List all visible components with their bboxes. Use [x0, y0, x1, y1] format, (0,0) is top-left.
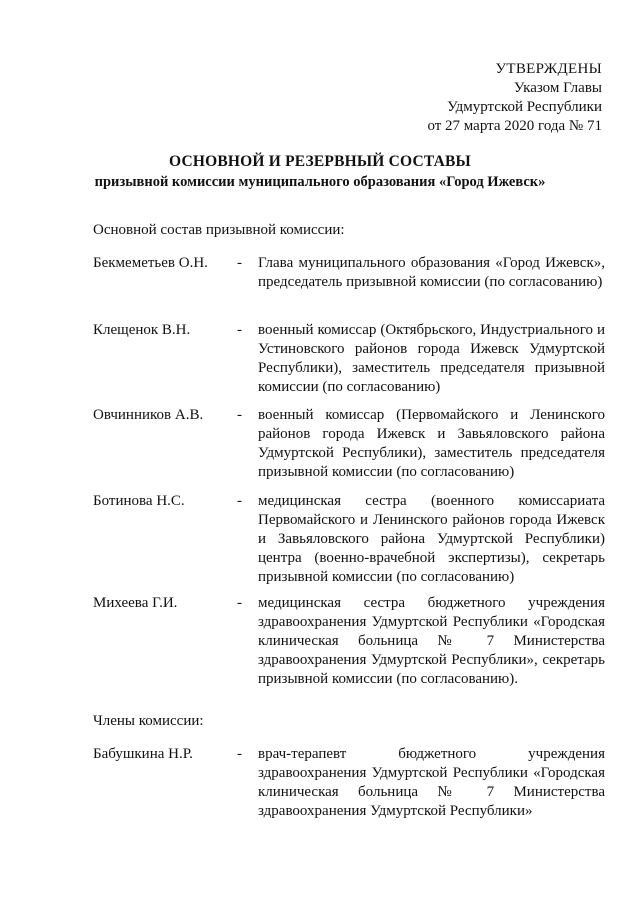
- member-dash: -: [237, 493, 242, 509]
- approval-date: от 27 марта 2020 года № 71: [427, 118, 602, 134]
- member-dash: -: [237, 407, 242, 423]
- approval-republic: Удмуртской Республики: [447, 99, 602, 115]
- member-name: Михеева Г.И.: [93, 595, 178, 611]
- member-name: Овчинников А.В.: [93, 407, 204, 423]
- member-role: военный комиссар (Первомайского и Ленинского районов города Ижевск и Завьяловского района Удмуртской Республики), заместитель председателя призывной комиссии (по согласованию): [258, 407, 605, 480]
- member-role: медицинская сестра (военного комиссариата Первомайского и Ленинского районов города Ижевск и Завьяловского района Удмуртской Республики) центра (военно-врачебной экспертизы), секретарь призывной комиссии (по согласованию): [258, 493, 605, 585]
- member-dash: -: [237, 322, 242, 338]
- member-name: Ботинова Н.С.: [93, 493, 185, 509]
- document-subtitle: призывной комиссии муниципального образования «Город Ижевск»: [94, 174, 546, 190]
- approval-block: [427, 60, 602, 136]
- member-role: военный комиссар (Октябрьского, Индустриального и Устиновского районов города Ижевск Удмуртской Республики), заместитель председателя призывной комиссии (по согласованию): [258, 322, 605, 395]
- approval-decree: Указом Главы: [513, 80, 602, 96]
- approval-heading: УТВЕРЖДЕНЫ: [495, 61, 602, 77]
- member-dash: -: [237, 595, 242, 611]
- commission-members-label: Члены комиссии:: [93, 713, 204, 729]
- main-composition-label: Основной состав призывной комиссии:: [93, 222, 345, 238]
- member-role: Глава муниципального образования «Город Ижевск», председатель призывной комиссии (по согласованию): [258, 255, 605, 290]
- member-name: Бабушкина Н.Р.: [93, 746, 193, 762]
- document-title-block: [0, 152, 640, 192]
- member-name: Клещенок В.Н.: [93, 322, 191, 338]
- member-role: врач-терапевт бюджетного учреждения здравоохранения Удмуртской Республики «Городская клиническая больница № 7 Министерства здравоохранения Удмуртской Республики»: [258, 746, 605, 819]
- member-name: Бекмеметьев О.Н.: [93, 255, 208, 271]
- member-dash: -: [237, 255, 242, 271]
- document-title: ОСНОВНОЙ И РЕЗЕРВНЫЙ СОСТАВЫ: [169, 153, 471, 170]
- member-dash: -: [237, 746, 242, 762]
- member-role: медицинская сестра бюджетного учреждения здравоохранения Удмуртской Республики «Городская клиническая больница № 7 Министерства здравоохранения Удмуртской Республики», секретарь призывной комиссии (по согласованию).: [258, 595, 605, 687]
